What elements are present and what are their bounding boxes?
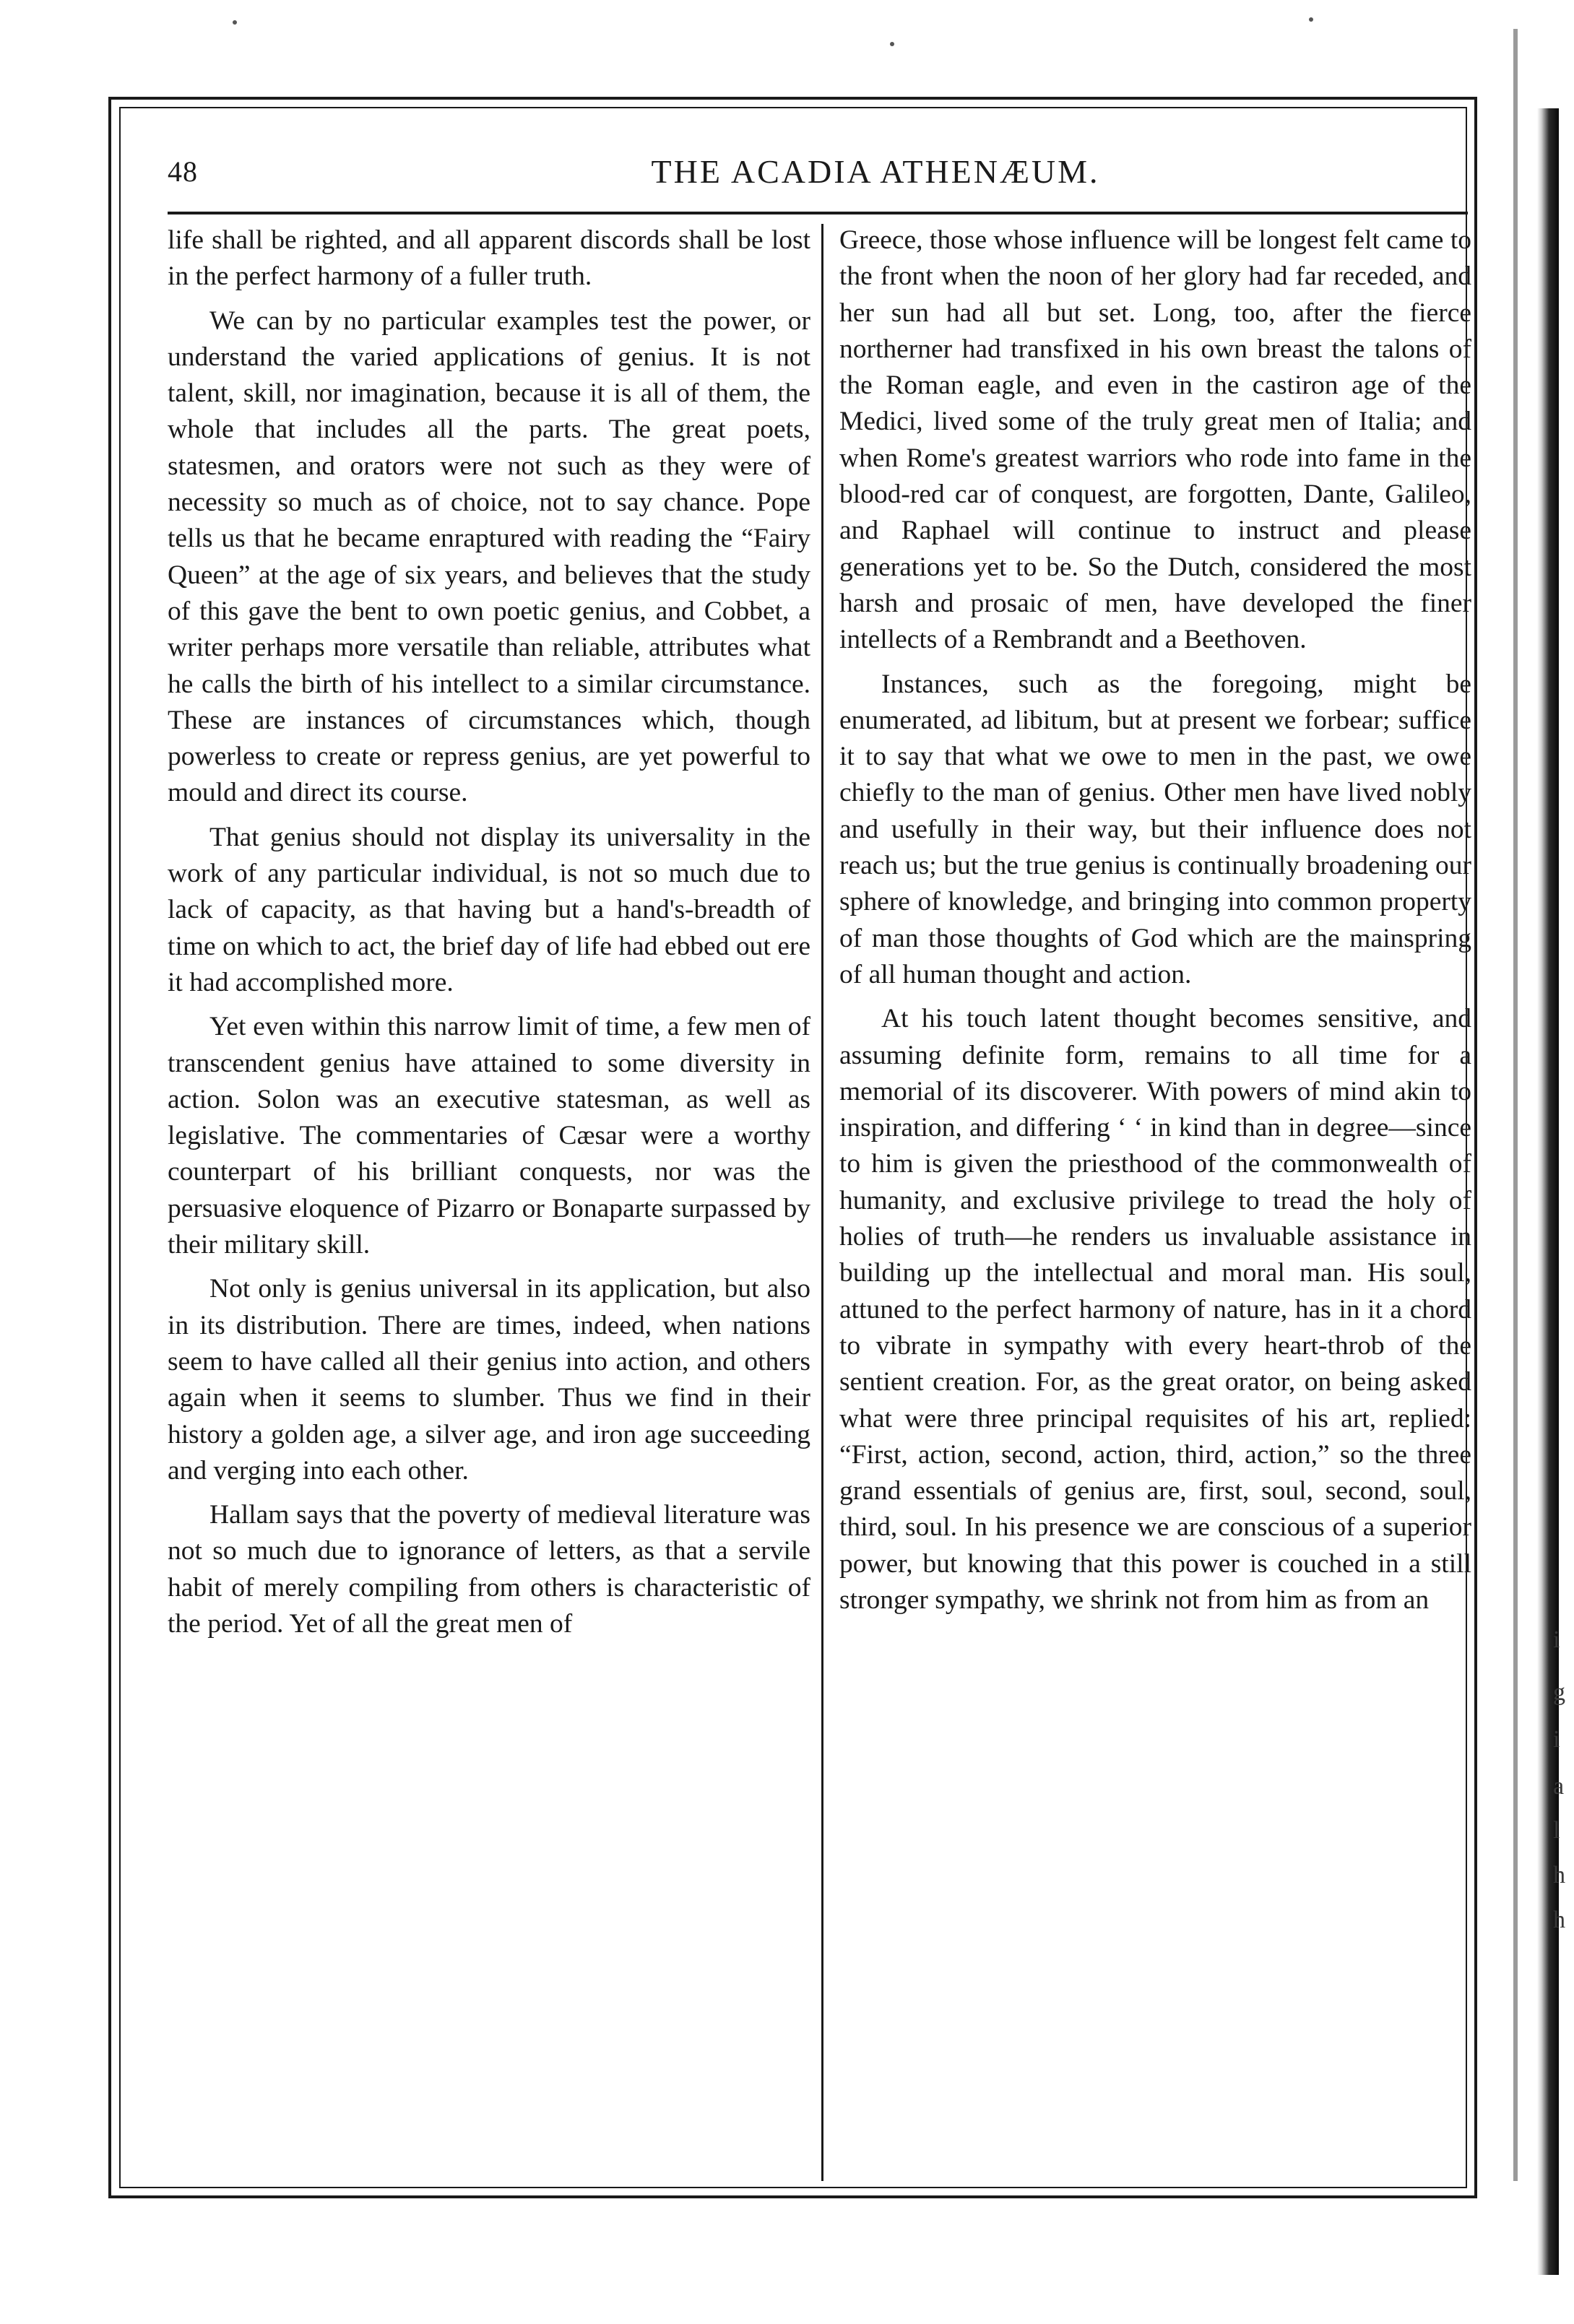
header-rule: [168, 212, 1468, 214]
margin-bleed-letter: i: [1553, 1626, 1560, 1653]
margin-bleed-letter: h: [1553, 1862, 1565, 1889]
fold-shadow-line: [1513, 29, 1518, 2181]
margin-bleed-letter: i: [1553, 1726, 1560, 1753]
paragraph: Not only is genius universal in its application, but also in its distribution. There are times, indeed, when nations seem to have called all their genius into action, and others again when it seems to slumber. Thus we find in their history a golden age, a silver age, and iron age succeeding and verging into each other.: [168, 1274, 810, 1486]
left-column: [168, 222, 810, 1650]
paragraph: life shall be righted, and all apparent discords shall be lost in the perfect harmony of a fuller truth.: [168, 225, 810, 292]
margin-bleed-letter: a: [1553, 1773, 1565, 1800]
margin-bleed-letter: l: [1553, 1817, 1560, 1844]
paragraph: At his touch latent thought becomes sensitive, and assuming definite form, remains to all time for a memorial of its discoverer. With powers of mind akin to inspiration, and differing ‘ ‘ in kind than in degree—since to him is given the priesthood of the commonwealth of humanity, and exclusive privilege to tread the holy of holies of truth—he renders us invaluable assistance in building up the intellectual and moral man. His soul, attuned to the perfect harmony of nature, has in it a chord to vibrate in sympathy with every heart-throb of the sentient creation. For, as the great orator, on being asked what were three principal requisites of his art, replied: “First, action, second, action, third, action,” so the three grand essentials of genius are, first, soul, second, soul, third, soul. In his presence we are conscious of a superior power, but knowing that this power is couched in a still stronger sympathy, we shrink not from him as from an: [839, 1004, 1471, 1615]
paragraph: We can by no particular examples test the power, or understand the varied applications of genius. It is not talent, skill, nor imagination, because it is all of them, the whole that includes all the parts. The great poets, statesmen, and orators were not such as they were of necessity so much as of choice, not to say chance. Pope tells us that he became enraptured with reading the “Fairy Queen” at the age of six years, and believes that the study of this gave the bent to own poetic genius, and Cobbet, a writer perhaps more versatile than reliable, attributes what he calls the birth of his intellect to a similar circumstance. These are instances of circumstances which, though powerless to create or repress genius, are yet powerful to mould and direct its course.: [168, 305, 810, 808]
margin-bleed-letter: g: [1553, 1679, 1565, 1706]
right-column: [839, 222, 1471, 1626]
paragraph: That genius should not display its universality in the work of any particular individual, is not so much due to lack of capacity, as that having but a hand's-breadth of time on which to act, the brief day of life had ebbed out ere it had accomplished more.: [168, 822, 810, 997]
ink-speck: [1309, 17, 1313, 22]
journal-title: THE ACADIA ATHENÆUM.: [651, 153, 1100, 190]
column-rule: [821, 224, 823, 2181]
page-number: 48: [168, 155, 198, 188]
running-header: [168, 150, 1468, 194]
binding-edge-shadow: [1537, 108, 1559, 2275]
paragraph: Instances, such as the foregoing, might be enumerated, ad libitum, but at present we forbear; suffice it to say that what we owe to men in the past, we owe chiefly to the man of genius. Other men have lived nobly and usefully in their way, but their influence does not reach us; but the true genius is continually broadening our sphere of knowledge, and bringing into common property of man those thoughts of God which are the mainspring of all human thought and action.: [839, 669, 1471, 989]
paragraph: Hallam says that the poverty of medieval literature was not so much due to ignorance of letters, as that a servile habit of merely compiling from others is characteristic of the period. Yet of all the great men of: [168, 1500, 810, 1639]
ink-speck: [233, 20, 237, 25]
ink-speck: [890, 42, 894, 46]
paragraph: Greece, those whose influence will be longest felt came to the front when the noon of her glory had far receded, and her sun had all but set. Long, too, after the fierce northerner had transfixed in his own breast the talons of the Roman eagle, and even in the castiron age of the Medici, lived some of the truly great men of Italia; and when Rome's greatest warriors who rode into fame in the blood-red car of conquest, are forgotten, Dante, Galileo, and Raphael will continue to instruct and please generations yet to be. So the Dutch, considered the most harsh and prosaic of men, have developed the finer intellects of a Rembrandt and a Beethoven.: [839, 225, 1471, 655]
paragraph: Yet even within this narrow limit of time, a few men of transcendent genius have attained to some diversity in action. Solon was an executive statesman, as well as legislative. The commentaries of Cæsar were a worthy counterpart of his brilliant conquests, nor was the persuasive eloquence of Pizarro or Bonaparte surpassed by their military skill.: [168, 1012, 810, 1260]
margin-bleed-letter: h: [1553, 1907, 1565, 1933]
